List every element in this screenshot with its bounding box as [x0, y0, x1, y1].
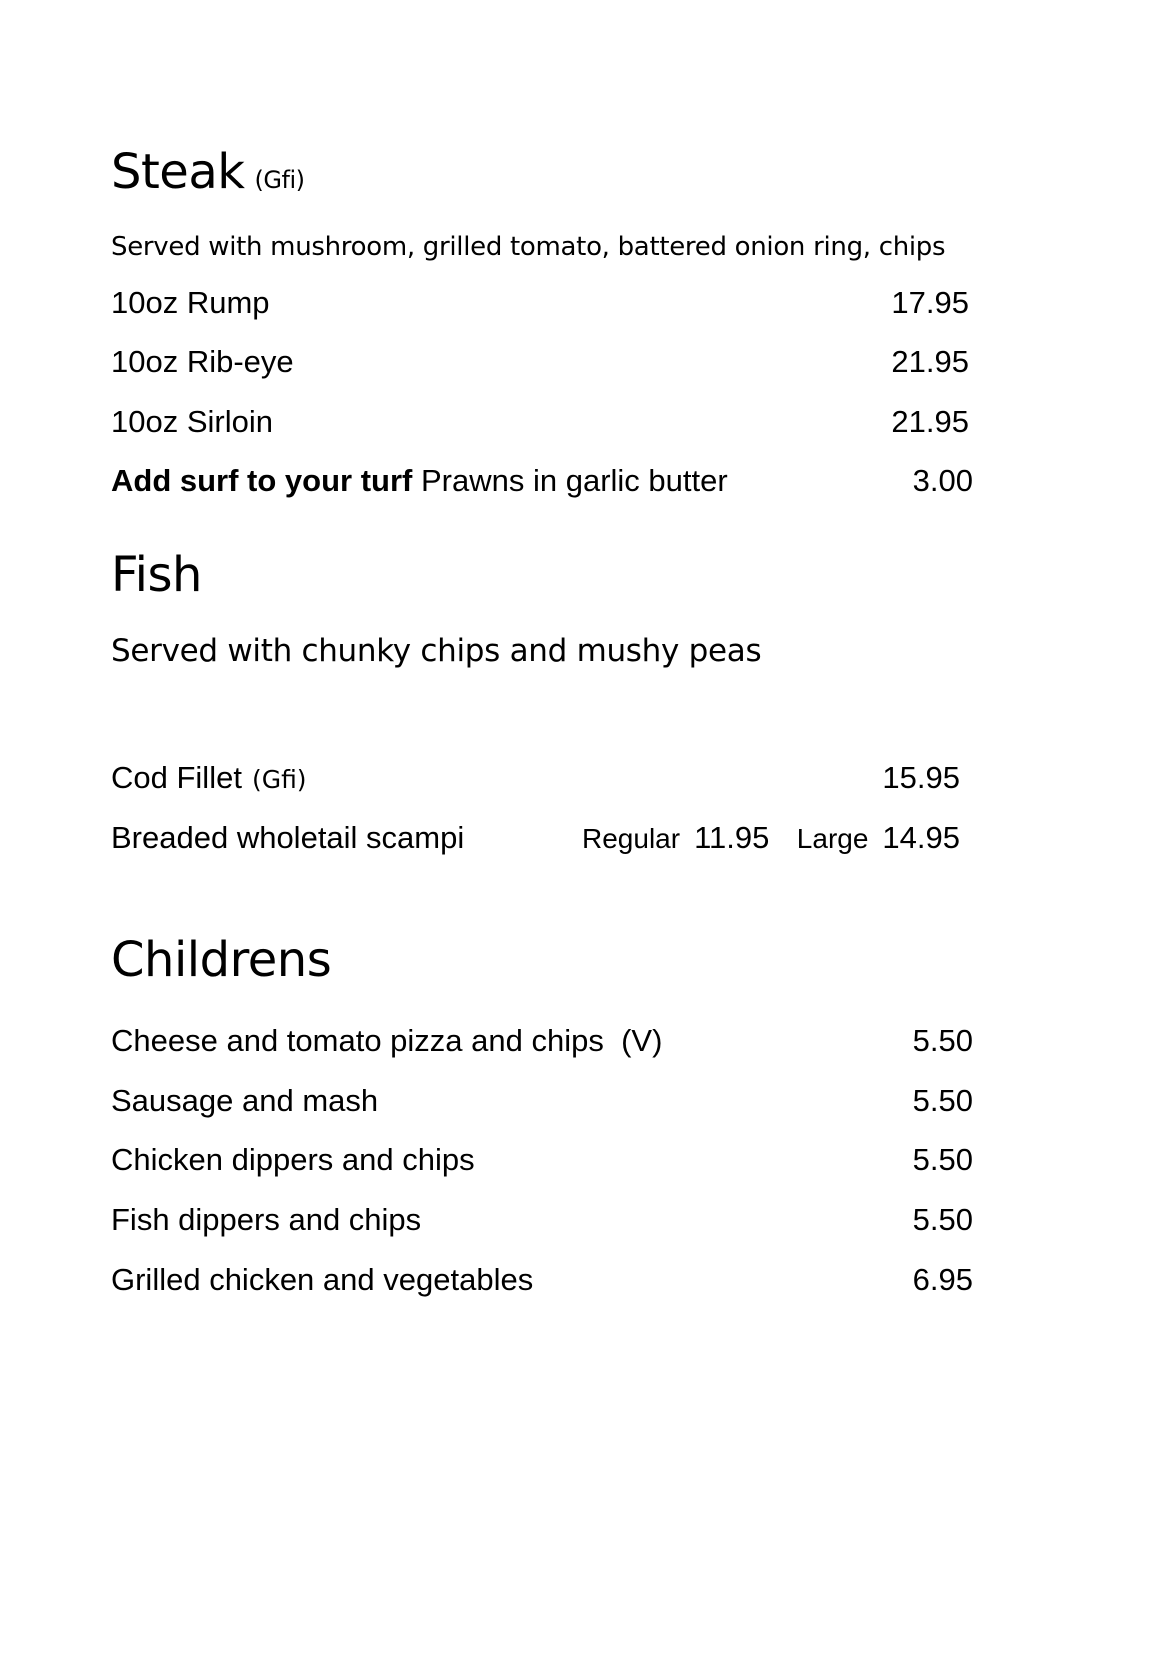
cod-fillet-price: 15.95 [882, 760, 960, 795]
surf-addon-price: 3.00 [912, 463, 973, 498]
steak-title: Steak [111, 144, 245, 200]
childrens-item-price: 5.50 [912, 1023, 973, 1058]
cod-gfi-tag: (Gfi) [251, 765, 307, 794]
childrens-item-price: 5.50 [912, 1083, 973, 1118]
steak-item-name: 10oz Sirloin [111, 404, 273, 439]
surf-addon-bold: Add surf to your turf [111, 463, 413, 498]
steak-item-price: 21.95 [891, 404, 969, 439]
steak-heading [111, 144, 305, 200]
fish-title: Fish [111, 547, 202, 603]
childrens-item-price: 5.50 [912, 1202, 973, 1237]
steak-gfi-tag: (Gfi) [254, 166, 305, 194]
surf-addon-rest: Prawns in garlic butter [420, 463, 728, 498]
steak-item-name: 10oz Rump [111, 285, 270, 320]
steak-item-name: 10oz Rib-eye [111, 344, 294, 379]
childrens-item-name: Chicken dippers and chips [111, 1142, 475, 1177]
scampi-large-label: Large [796, 823, 869, 854]
childrens-item-name: Cheese and tomato pizza and chips (V) [111, 1023, 663, 1058]
cod-fillet-line [111, 762, 307, 793]
scampi-name: Breaded wholetail scampi [111, 820, 465, 855]
fish-description: Served with chunky chips and mushy peas [111, 633, 762, 669]
scampi-large [797, 822, 960, 853]
childrens-item-price: 5.50 [912, 1142, 973, 1177]
scampi-regular-price: 11.95 [694, 820, 770, 855]
childrens-item-price: 6.95 [912, 1262, 973, 1297]
childrens-item-name: Sausage and mash [111, 1083, 379, 1118]
childrens-title: Childrens [111, 932, 332, 988]
cod-fillet-name: Cod Fillet [111, 760, 242, 795]
steak-description: Served with mushroom, grilled tomato, battered onion ring, chips [111, 232, 946, 262]
surf-addon-line [111, 465, 728, 496]
steak-item-price: 17.95 [891, 285, 969, 320]
steak-item-price: 21.95 [891, 344, 969, 379]
scampi-regular [582, 822, 769, 853]
scampi-large-price: 14.95 [882, 820, 960, 855]
childrens-item-name: Fish dippers and chips [111, 1202, 422, 1237]
scampi-regular-label: Regular [582, 823, 681, 854]
childrens-item-name: Grilled chicken and vegetables [111, 1262, 534, 1297]
